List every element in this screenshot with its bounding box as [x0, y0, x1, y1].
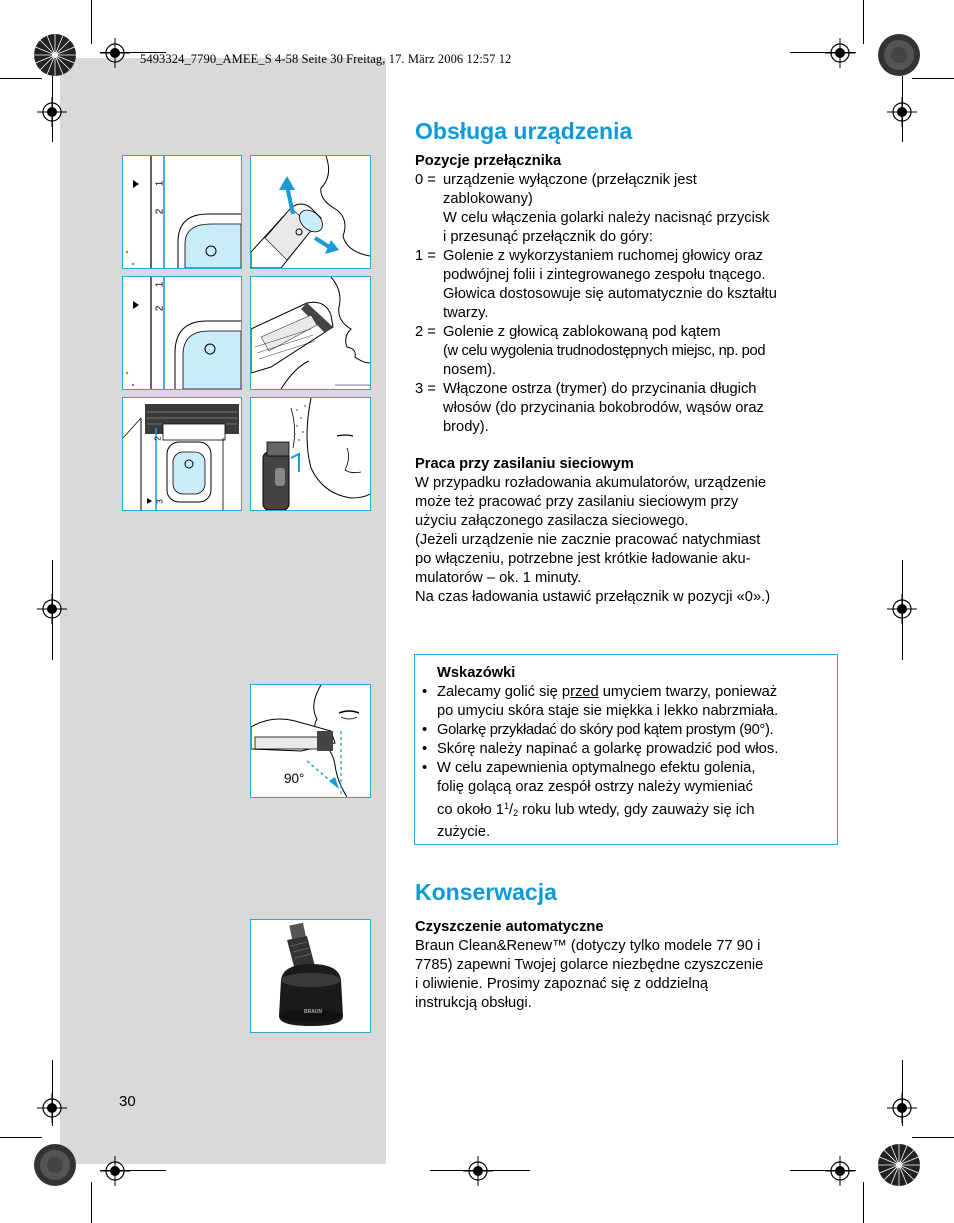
paragraph-line: Braun Clean&Renew™ (dotyczy tylko modele 77 90 i: [415, 938, 761, 954]
switch-mark-2: 2: [154, 208, 166, 215]
tip-underlined-text: rzed: [570, 684, 599, 700]
figure-clean-renew-station: [250, 919, 371, 1033]
tip-item: [422, 721, 831, 740]
tip-item: [422, 759, 831, 842]
position-number: 0 =: [415, 172, 436, 188]
fraction-numerator: 1: [503, 801, 509, 811]
crop-mark: [100, 1170, 166, 1171]
figure-shaving-under-nose: [250, 276, 371, 390]
bullet-icon: •: [422, 684, 428, 700]
print-info-header: 5493324_7790_AMEE_S 4-58 Seite 30 Freitag, 17. März 2006 12:57 12: [140, 52, 512, 66]
figure-shaving-chin: [250, 155, 371, 269]
position-line: włosów (do przycinania bokobrodów, wąsów oraz: [443, 400, 764, 416]
tip-item: [422, 740, 831, 759]
fraction-slash: /: [508, 802, 514, 818]
crop-mark: [91, 1182, 92, 1223]
switch-mark-2: 2: [153, 436, 163, 441]
position-line: Głowica dostosowuje się automatycznie do kształtu: [443, 286, 777, 302]
crop-mark: [790, 1170, 856, 1171]
switch-position-0: [415, 171, 840, 247]
paragraph-line: mulatorów – ok. 1 minuty.: [415, 570, 582, 586]
bullet-icon: •: [422, 722, 428, 738]
crop-mark: [863, 1182, 864, 1223]
switch-positions-heading: Pozycje przełącznika: [415, 153, 562, 169]
position-number: 3 =: [415, 381, 436, 397]
crop-mark: [0, 78, 42, 79]
paragraph-line: po włączeniu, potrzebne jest krótkie ładowanie aku-: [415, 551, 751, 567]
tip-line: zużycie.: [437, 824, 491, 840]
crop-mark: [430, 1170, 530, 1171]
bullet-icon: •: [422, 760, 428, 776]
section-title-operation: Obsługa urządzenia: [415, 118, 633, 144]
switch-position-3: [415, 380, 840, 437]
cleaning-block: [415, 918, 840, 1013]
position-line: (w celu wygolenia trudnodostępnych miejsc, np. pod: [443, 343, 766, 359]
switch-positions-block: [415, 152, 840, 437]
crop-mark: [912, 1137, 954, 1138]
position-line: twarzy.: [443, 305, 489, 321]
switch-position-1: [415, 247, 840, 323]
crop-mark: [863, 0, 864, 44]
registration-mark-icon: [100, 1156, 130, 1186]
position-number: 2 =: [415, 324, 436, 340]
switch-mark-3: 3: [155, 499, 165, 504]
figure-switch-position-3: [122, 397, 242, 511]
position-line: Włączone ostrza (trymer) do przycinania długich: [443, 381, 757, 397]
tip-line: W celu zapewnienia optymalnego efektu golenia,: [437, 760, 756, 776]
switch-mark-1: 1: [154, 180, 166, 187]
figure-switch-position-1: [122, 155, 242, 269]
paragraph-line: użyciu załączonego zasilacza sieciowego.: [415, 513, 689, 529]
crop-mark: [902, 76, 903, 142]
figure-90-degree-angle: [250, 684, 371, 798]
crop-mark: [902, 560, 903, 660]
position-line: W celu włączenia golarki należy nacisnąć przycisk: [443, 210, 770, 226]
crop-mark: [902, 1060, 903, 1126]
tip-item: [422, 683, 831, 721]
paragraph-line: W przypadku rozładowania akumulatorów, urządzenie: [415, 475, 767, 491]
crop-mark: [52, 1060, 53, 1126]
section-title-care: Konserwacja: [415, 879, 557, 905]
position-line: Golenie z głowicą zablokowaną pod kątem: [443, 324, 721, 340]
tip-line: Skórę należy napinać a golarkę prowadzić pod włos.: [437, 741, 779, 757]
paragraph-line: 7785) zapewni Twojej golarce niezbędne czyszczenie: [415, 957, 764, 973]
position-line: podwójnej folii i zintegrowanego zespołu tnącego.: [443, 267, 766, 283]
station-logo: BRAUN: [304, 1009, 323, 1015]
mains-operation-heading: Praca przy zasilaniu sieciowym: [415, 456, 634, 472]
tip-line: po umyciu skóra staje sie miękka i lekko nabrzmiała.: [437, 703, 779, 719]
position-line: zablokowany): [443, 191, 533, 207]
starburst-mark-icon: [877, 1143, 921, 1187]
mains-operation-block: [415, 455, 840, 607]
crop-mark: [52, 76, 53, 142]
paragraph-line: instrukcją obsługi.: [415, 995, 532, 1011]
paragraph-line: (Jeżeli urządzenie nie zacznie pracować natychmiast: [415, 532, 761, 548]
switch-position-2: [415, 323, 840, 380]
position-line: Golenie z wykorzystaniem ruchomej głowicy oraz: [443, 248, 763, 264]
tip-text: umyciem twarzy, ponieważ: [598, 684, 778, 700]
starburst-mark-icon: [33, 33, 77, 77]
tips-title: Wskazówki: [437, 665, 516, 681]
figure-trimming-sideburns: [250, 397, 371, 511]
position-line: urządzenie wyłączone (przełącznik jest: [443, 172, 697, 188]
switch-mark-1: 1: [154, 281, 166, 288]
tip-text: Zalecamy golić się p: [437, 684, 571, 700]
paragraph-line: Na czas ładowania ustawić przełącznik w pozycji «0».): [415, 589, 771, 605]
tip-text: co około 1: [437, 802, 504, 818]
tip-line: [437, 683, 831, 702]
registration-mark-icon: [463, 1156, 493, 1186]
starburst-mark-icon: [33, 1143, 77, 1187]
page-number: 30: [119, 1093, 136, 1110]
crop-mark: [52, 560, 53, 660]
tip-line: [437, 797, 831, 823]
position-number: 1 =: [415, 248, 436, 264]
crop-mark: [912, 78, 954, 79]
tip-text: roku lub wtedy, gdy zauważy się ich: [518, 802, 755, 818]
cleaning-heading: Czyszczenie automatyczne: [415, 919, 604, 935]
switch-mark-2: 2: [154, 305, 166, 312]
registration-mark-icon: [825, 1156, 855, 1186]
angle-label: 90°: [284, 771, 305, 786]
registration-mark-icon: [100, 38, 130, 68]
tip-line: Golarkę przykładać do skóry pod kątem prostym (90°).: [437, 722, 774, 738]
paragraph-line: i oliwienie. Prosimy zapoznać się z oddzielną: [415, 976, 709, 992]
figure-switch-position-2: [122, 276, 242, 390]
registration-mark-icon: [825, 38, 855, 68]
tips-box: [414, 654, 838, 845]
crop-mark: [91, 0, 92, 44]
position-line: brody).: [443, 419, 489, 435]
bullet-icon: •: [422, 741, 428, 757]
fraction-denominator: 2: [513, 808, 519, 818]
paragraph-line: może też pracować przy zasilaniu sieciowym przy: [415, 494, 739, 510]
crop-mark: [0, 1137, 42, 1138]
crop-mark: [790, 52, 856, 53]
position-line: i przesunąć przełącznik do góry:: [443, 229, 653, 245]
starburst-mark-icon: [877, 33, 921, 77]
tip-line: folię golącą oraz zespół ostrzy należy wymieniać: [437, 779, 753, 795]
position-line: nosem).: [443, 362, 497, 378]
